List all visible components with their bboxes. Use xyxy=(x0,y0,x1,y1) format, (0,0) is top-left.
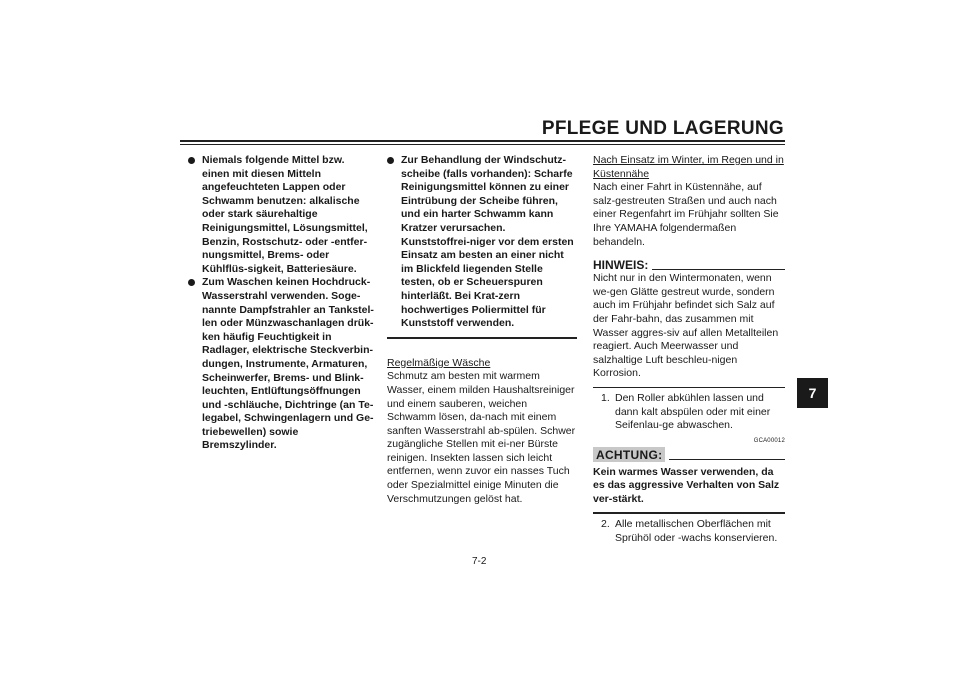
caution-heading xyxy=(593,447,785,462)
header-rule xyxy=(180,140,785,142)
note-heading xyxy=(593,259,785,272)
bullet-item xyxy=(188,276,374,453)
column-left xyxy=(188,154,374,453)
header-rule-thin xyxy=(180,144,785,145)
caution-label: ACHTUNG: xyxy=(593,447,665,462)
section-text: Schmutz am besten mit warmem Wasser, einem milden Haushaltsreiniger und einem sauberen, weichen Schwamm lösen, da-nach mit einem sanften Wasserstrahl ab-spülen. Schwer zugängliche Stellen mit ei-ner Bürste reinigen. Insekten lassen sich leicht entfernen, wenn zuvor ein nasses Tuch oder Spezialmittel einige Minuten die Verschmutzungen gelöst hat. xyxy=(387,370,576,505)
note-text: Nicht nur in den Wintermonaten, wenn we-gen Glätte gestreut wurde, sondern auch im Frühjahr befindet sich Salz auf der Fahr-bahn, das zusammen mit Wasser aggres-siv auf allen Metallteilen reagiert. Auch Meerwasser und salzhaltige Luft beschleu-nigen Korrosion. xyxy=(593,272,779,380)
page-title: PFLEGE UND LAGERUNG xyxy=(541,118,784,139)
step-text: Den Roller abkühlen lassen und dann kalt abspülen oder mit einer Seifenlau-ge abwaschen. xyxy=(615,391,771,432)
note-label: HINWEIS: xyxy=(593,258,649,273)
page-number: 7-2 xyxy=(472,556,487,567)
step-text: Alle metallischen Oberflächen mit Sprühöl oder -wachs konservieren. xyxy=(615,518,778,545)
section-heading: Nach Einsatz im Winter, im Regen und in Küstennähe xyxy=(593,154,784,180)
caution-code: GCA00012 xyxy=(753,437,785,444)
section-heading: Regelmäßige Wäsche xyxy=(387,356,491,369)
bullet-item xyxy=(188,154,374,276)
bullet-text: Zum Waschen keinen Hochdruck-Wasserstrahl verwenden. Soge-nannte Dampfstrahler an Tankstel-len oder Münzwaschanlagen drük-ken häufig Feuchtigkeit in Radlager, elektrische Steckverbin-dungen, Instrumente, Armaturen, Scheinwerfer, Brems- und Blink-leuchten, Entlüftungsöffnungen und -schläuche, Dichtringe (an Te-legabel, Schwingenlagern und Ge-triebewellen) sowie Bremszylinder. xyxy=(202,276,374,452)
bullet-item xyxy=(387,154,577,331)
bullet-dot-icon xyxy=(188,157,195,164)
note-rule xyxy=(652,269,785,270)
section-text: Nach einer Fahrt in Küstennähe, auf salz-gestreuten Straßen und auch nach einer Regenfahrt im Frühjahr sollten Sie Ihre YAMAHA folgendermaßen behandeln. xyxy=(593,181,779,248)
step-item xyxy=(593,518,785,545)
bullet-text: Zur Behandlung der Windschutz-scheibe (falls vorhanden): Scharfe Reinigungsmittel können zu einer Eintrübung der Scheibe führen, und ein harter Schwamm kann Kratzer verursachen. Kunststoffrei-niger vor dem ersten Einsatz am besten an einer nicht im Blickfeld liegenden Stelle testen, ob er Scheuerspuren hinterläßt. Bei Krat-zern hochwertiges Poliermittel für Kunststoff verwenden. xyxy=(401,154,574,330)
column-middle xyxy=(387,154,577,506)
bullet-dot-icon xyxy=(188,279,195,286)
bullet-text: Niemals folgende Mittel bzw. einen mit diesen Mitteln angefeuchteten Lappen oder Schwamm benutzen: alkalische oder stark säurehaltige Reinigungsmittel, Lösungsmittel, Benzin, Rostschutz- oder -entfer-nungsmittel, Brems- oder Kühlflüs-sigkeit, Batteriesäure. xyxy=(202,154,368,275)
caution-rule xyxy=(669,459,785,460)
chapter-tab: 7 xyxy=(797,378,828,408)
bullet-dot-icon xyxy=(387,157,394,164)
step-item xyxy=(593,392,785,433)
step-number: 1. xyxy=(601,391,610,404)
step-number: 2. xyxy=(601,518,610,531)
caution-text: Kein warmes Wasser verwenden, da es das aggressive Verhalten von Salz ver-stärkt. xyxy=(593,465,780,505)
column-right xyxy=(593,154,785,546)
